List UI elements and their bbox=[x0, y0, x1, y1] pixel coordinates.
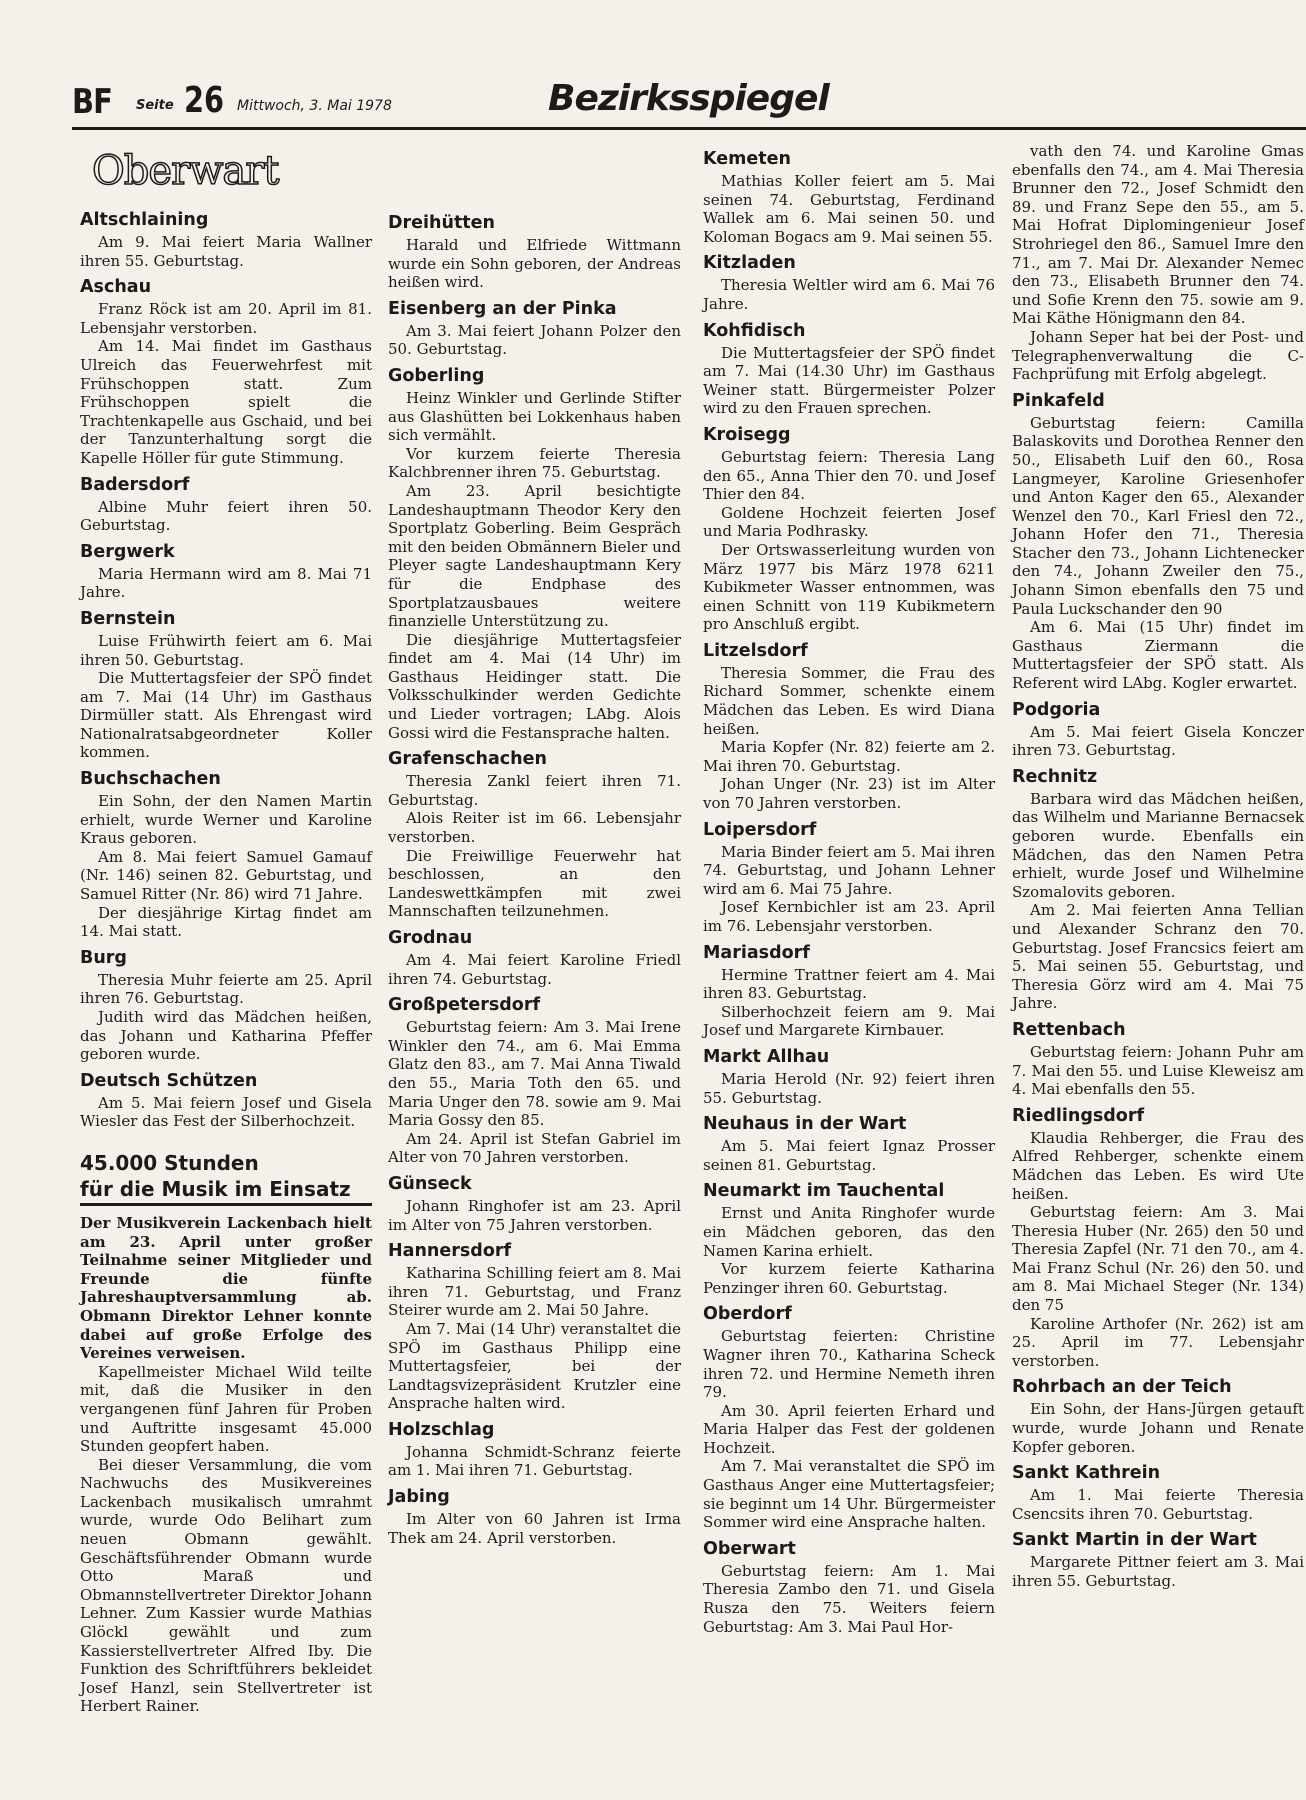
news-paragraph: Heinz Winkler und Gerlinde Stifter aus Glashütten bei Lokkenhaus haben sich vermählt. bbox=[388, 388, 681, 445]
news-paragraph: Geburtstag feiern: Camilla Balaskovits und Dorothea Renner den 50., Elisabeth Luif den 60., Rosa Langmeyer, Karoline Griesenhofer und Anton Kager den 65., Alexander Wenzel den 70., Karl Friesl den 72., Johann Hofer den 71., Theresia Stacher den 73., Johann Lichtenecker den 74., Johann Zweiler den 75., Johann Simon ebenfalls den 75 und Paula Luckschander den 90 bbox=[1012, 413, 1304, 618]
column-3 bbox=[703, 142, 995, 1636]
place-heading: Oberwart bbox=[703, 1538, 796, 1559]
news-paragraph: Johanna Schmidt-Schranz feierte am 1. Mai ihren 71. Geburtstag. bbox=[388, 1442, 681, 1480]
place-heading: Deutsch Schützen bbox=[80, 1070, 258, 1091]
news-paragraph: Geburtstag feiern: Am 1. Mai Theresia Zambo den 71. und Gisela Rusza den 75. Weiters feiern Geburtstag: Am 3. Mai Paul Hor- bbox=[703, 1561, 995, 1636]
news-paragraph: Am 9. Mai feiert Maria Wallner ihren 55. Geburtstag. bbox=[80, 233, 372, 270]
news-paragraph: Am 24. April ist Stefan Gabriel im Alter von 70 Jahren verstorben. bbox=[388, 1129, 681, 1167]
place-heading: Aschau bbox=[80, 277, 152, 298]
place-heading: Kroisegg bbox=[703, 424, 791, 445]
place-heading: Kemeten bbox=[703, 149, 791, 169]
paper-logo: BF bbox=[72, 82, 113, 122]
section-title: Bezirksspiegel bbox=[548, 78, 829, 119]
place-heading: Kitzladen bbox=[703, 253, 796, 274]
news-paragraph: Maria Kopfer (Nr. 82) feierte am 2. Mai ihren 70. Geburtstag. bbox=[703, 738, 995, 775]
news-paragraph: Katharina Schilling feiert am 8. Mai ihren 71. Geburtstag, und Franz Steirer wurde am 2. Mai 50 Jahre. bbox=[388, 1264, 681, 1320]
news-paragraph: Am 8. Mai feiert Samuel Gamauf (Nr. 146) seinen 82. Geburtstag, und Samuel Ritter (Nr. 86) wird 71 Jahre. bbox=[80, 847, 372, 904]
column-1 bbox=[80, 142, 372, 1716]
news-paragraph: Judith wird das Mädchen heißen, das Johann und Katharina Pfeffer geboren wurde. bbox=[80, 1008, 372, 1064]
place-heading: Litzelsdorf bbox=[703, 640, 808, 661]
news-paragraph: Johann Ringhofer ist am 23. April im Alter von 75 Jahren verstorben. bbox=[388, 1196, 681, 1234]
news-paragraph: Barbara wird das Mädchen heißen, das Wilhelm und Marianne Bernacsek geboren wurde. Ebenfalls ein Mädchen, das den Namen Petra erhielt, wurde Josef und Wilhelmine Szomalovits geboren. bbox=[1012, 789, 1304, 901]
place-heading: Rohrbach an der Teich bbox=[1012, 1377, 1232, 1398]
news-paragraph: Albine Muhr feiert ihren 50. Geburtstag. bbox=[80, 497, 372, 535]
news-paragraph: Johan Unger (Nr. 23) ist im Alter von 70 Jahren verstorben. bbox=[703, 775, 995, 813]
news-paragraph: Hermine Trattner feiert am 4. Mai ihren 83. Geburtstag. bbox=[703, 965, 995, 1003]
place-heading: Rechnitz bbox=[1012, 766, 1098, 787]
news-paragraph: Franz Röck ist am 20. April im 81. Lebensjahr verstorben. bbox=[80, 300, 372, 337]
news-paragraph: vath den 74. und Karoline Gmas ebenfalls den 74., am 4. Mai Theresia Brunner den 72., Josef Schmidt den 89. und Franz Sepe den 55., am 5. Mai Hofrat Diplomingenieur Josef Strohriegel den 86., Samuel Imre den 71., am 7. Mai Dr. Alexander Nemec den 73., Elisabeth Brunner den 74. und Sofie Krenn den 75. sowie am 9. Mai Käthe Hönigmann den 84. bbox=[1012, 142, 1304, 328]
news-paragraph: Klaudia Rehberger, die Frau des Alfred Rehberger, schenkte einem Mädchen das Leben. Es wird Ute heißen. bbox=[1012, 1128, 1304, 1203]
news-paragraph: Die diesjährige Muttertagsfeier findet am 4. Mai (14 Uhr) im Gasthaus Heidinger statt. Die Volksschulkinder werden Gedichte und Lieder vortragen; LAbg. Alois Gossi wird die Festansprache halten. bbox=[388, 630, 681, 742]
place-heading: Sankt Kathrein bbox=[1012, 1463, 1161, 1484]
news-paragraph: Im Alter von 60 Jahren ist Irma Thek am 24. April verstorben. bbox=[388, 1510, 681, 1547]
place-heading: Großpetersdorf bbox=[388, 995, 541, 1016]
place-heading: Buchschachen bbox=[80, 769, 221, 790]
place-heading: Rettenbach bbox=[1012, 1019, 1126, 1040]
news-paragraph: Die Freiwillige Feuerwehr hat beschlossen, an den Landeswettkämpfen mit zwei Mannschaften teilzunehmen. bbox=[388, 846, 681, 921]
news-paragraph: Theresia Weltler wird am 6. Mai 76 Jahre. bbox=[703, 276, 995, 313]
place-heading: Grodnau bbox=[388, 928, 473, 948]
news-paragraph: Am 23. April besichtigte Landeshauptmann Theodor Kery den Sportplatz Goberling. Beim Gespräch mit den beiden Obmännern Bieler und Pleyer sagte Landeshauptmann Kery für die Endphase des Sportplatzausbaues weitere finanzielle Unterstützung zu. bbox=[388, 481, 682, 631]
place-heading: Loipersdorf bbox=[703, 819, 817, 840]
news-paragraph: Maria Binder feiert am 5. Mai ihren 74. Geburtstag, und Johann Lehner wird am 6. Mai 75 Jahre. bbox=[703, 842, 995, 898]
place-heading: Pinkafeld bbox=[1012, 390, 1105, 411]
news-paragraph: Ein Sohn, der den Namen Martin erhielt, wurde Werner und Karoline Kraus geboren. bbox=[80, 792, 372, 848]
news-paragraph: Am 6. Mai (15 Uhr) findet im Gasthaus Ziermann die Muttertagsfeier der SPÖ statt. Als Referent wird LAbg. Kogler erwartet. bbox=[1012, 618, 1304, 693]
region-title: Oberwart bbox=[92, 148, 279, 194]
news-paragraph: Alois Reiter ist im 66. Lebensjahr verstorben. bbox=[388, 809, 681, 847]
news-paragraph: Der diesjährige Kirtag findet am 14. Mai statt. bbox=[80, 903, 372, 941]
news-paragraph: Luise Frühwirth feiert am 6. Mai ihren 50. Geburtstag. bbox=[80, 631, 372, 669]
place-heading: Burg bbox=[80, 947, 127, 968]
news-paragraph: Johann Seper hat bei der Post- und Telegraphenverwaltung die C-Fachprüfung mit Erfolg abgelegt. bbox=[1012, 327, 1304, 384]
news-paragraph: Der Ortswasserleitung wurden von März 1977 bis März 1978 6211 Kubikmeter Wasser entnommen, was einen Schnitt von 119 Kubikmetern pro Anschluß ergibt. bbox=[703, 540, 995, 634]
news-paragraph: Die Muttertagsfeier der SPÖ findet am 7. Mai (14 Uhr) im Gasthaus Dirmüller statt. Als Ehrengast wird Nationalratsabgeordneter Koller kommen. bbox=[80, 669, 372, 762]
place-heading: Dreihütten bbox=[388, 213, 495, 233]
news-paragraph: Margarete Pittner feiert am 3. Mai ihren 55. Geburtstag. bbox=[1012, 1553, 1304, 1590]
place-heading: Goberling bbox=[388, 365, 485, 386]
column-2 bbox=[388, 206, 681, 1547]
place-heading: Jabing bbox=[388, 1487, 450, 1508]
news-paragraph: Maria Hermann wird am 8. Mai 71 Jahre. bbox=[80, 564, 372, 602]
page-number: 26 bbox=[184, 80, 225, 121]
news-paragraph: Geburtstag feiern: Johann Puhr am 7. Mai den 55. und Luise Kleweisz am 4. Mai ebenfalls den 55. bbox=[1012, 1042, 1304, 1099]
news-paragraph: Ein Sohn, der Hans-Jürgen getauft wurde, wurde Johann und Renate Kopfer geboren. bbox=[1012, 1400, 1304, 1456]
place-heading: Bergwerk bbox=[80, 541, 175, 562]
news-paragraph: Am 2. Mai feierten Anna Tellian und Alexander Schranz den 70. Geburtstag. Josef Francsics feiert am 5. Mai seinen 55. Geburtstag, und Theresia Görz wird am 4. Mai 75 Jahre. bbox=[1012, 901, 1304, 1013]
article-headline-1: 45.000 Stunden bbox=[80, 1150, 259, 1175]
place-heading: Neumarkt im Tauchental bbox=[703, 1181, 945, 1202]
news-paragraph: Harald und Elfriede Wittmann wurde ein Sohn geboren, der Andreas heißen wird. bbox=[388, 236, 681, 292]
news-paragraph: Maria Herold (Nr. 92) feiert ihren 55. Geburtstag. bbox=[703, 1069, 995, 1107]
news-paragraph: Vor kurzem feierte Theresia Kalchbrenner ihren 75. Geburtstag. bbox=[388, 444, 681, 482]
news-paragraph: Geburtstag feiern: Am 3. Mai Irene Winkler den 74., am 6. Mai Emma Glatz den 83., am 7. Mai Anna Tiwald den 55., Maria Toth den 65. und Maria Unger den 78. sowie am 9. Mai Maria Gossy den 85. bbox=[388, 1018, 681, 1130]
news-paragraph: Mathias Koller feiert am 5. Mai seinen 74. Geburtstag, Ferdinand Wallek am 6. Mai seinen 50. und Koloman Bogacs am 9. Mai seinen 55. bbox=[703, 172, 995, 246]
news-paragraph: Am 3. Mai feiert Johann Polzer den 50. Geburtstag. bbox=[388, 321, 681, 359]
place-heading: Neuhaus in der Wart bbox=[703, 1114, 907, 1135]
page-label: Seite bbox=[136, 98, 174, 113]
article-paragraph: Kapellmeister Michael Wild teilte mit, daß die Musiker in den vergangenen fünf Jahren für Proben und Auftritte insgesamt 45.000 Stunden geopfert haben. bbox=[80, 1362, 372, 1456]
place-heading: Oberdorf bbox=[703, 1304, 792, 1325]
place-heading: Riedlingsdorf bbox=[1012, 1105, 1145, 1126]
place-heading: Eisenberg an der Pinka bbox=[388, 298, 617, 319]
place-heading: Badersdorf bbox=[80, 474, 190, 495]
place-heading: Hannersdorf bbox=[388, 1241, 512, 1262]
news-paragraph: Vor kurzem feierte Katharina Penzinger ihren 60. Geburtstag. bbox=[703, 1260, 995, 1297]
place-heading: Holzschlag bbox=[388, 1419, 495, 1440]
place-heading: Markt Allhau bbox=[703, 1046, 830, 1067]
news-paragraph: Karoline Arthofer (Nr. 262) ist am 25. April im 77. Lebensjahr verstorben. bbox=[1012, 1314, 1304, 1370]
place-heading: Mariasdorf bbox=[703, 942, 810, 963]
news-paragraph: Geburtstag feierten: Christine Wagner ihren 70., Katharina Scheck ihren 72. und Hermine Nemeth ihren 79. bbox=[703, 1327, 995, 1402]
place-heading: Günseck bbox=[388, 1173, 472, 1194]
page-header bbox=[72, 78, 1306, 130]
news-paragraph: Josef Kernbichler ist am 23. April im 76. Lebensjahr verstorben. bbox=[703, 898, 995, 935]
news-paragraph: Theresia Sommer, die Frau des Richard Sommer, schenkte einem Mädchen das Leben. Es wird Diana heißen. bbox=[703, 663, 995, 738]
news-paragraph: Am 1. Mai feierte Theresia Csencsits ihren 70. Geburtstag. bbox=[1012, 1486, 1304, 1523]
column-4 bbox=[1012, 142, 1304, 1591]
place-heading: Kohfidisch bbox=[703, 320, 806, 341]
article-headline-2: für die Musik im Einsatz bbox=[80, 1176, 351, 1201]
news-paragraph: Am 5. Mai feiert Gisela Konczer ihren 73. Geburtstag. bbox=[1012, 722, 1304, 760]
news-paragraph: Theresia Muhr feierte am 25. April ihren 76. Geburtstag. bbox=[80, 970, 372, 1008]
news-paragraph: Goldene Hochzeit feierten Josef und Maria Podhrasky. bbox=[703, 503, 995, 541]
article-paragraph: Bei dieser Versammlung, die vom Nachwuchs des Musikvereines Lackenbach musikalisch umrahmt wurde, wurde Odo Belihart zum neuen Obmann gewählt. Geschäftsführender Obmann wurde Otto Maraß und Obmannstellvertreter Direktor Johann Lehner. Zum Kassier wurde Mathias Glöckl gewählt und zum Kassierstellvertreter Alfred Iby. Die Funktion des Schriftführers bekleidet Josef Hanzl, sein Stellvertreter ist Herbert Rainer. bbox=[80, 1455, 372, 1716]
place-heading: Sankt Martin in der Wart bbox=[1012, 1530, 1257, 1551]
news-paragraph: Theresia Zankl feiert ihren 71. Geburtstag. bbox=[388, 772, 681, 809]
news-paragraph: Ernst und Anita Ringhofer wurde ein Mädchen geboren, das den Namen Karina erhielt. bbox=[703, 1204, 995, 1260]
news-paragraph: Am 7. Mai (14 Uhr) veranstaltet die SPÖ im Gasthaus Philipp eine Muttertagsfeier, bei der Landtagsvizepräsident Krutzler eine Ansprache halten wird. bbox=[388, 1319, 681, 1413]
news-paragraph: Am 4. Mai feiert Karoline Friedl ihren 74. Geburtstag. bbox=[388, 951, 681, 988]
news-paragraph: Silberhochzeit feiern am 9. Mai Josef und Margarete Kirnbauer. bbox=[703, 1002, 995, 1040]
place-heading: Grafenschachen bbox=[388, 749, 547, 770]
news-paragraph: Am 5. Mai feiert Ignaz Prosser seinen 81. Geburtstag. bbox=[703, 1137, 995, 1174]
news-paragraph: Geburtstag feiern: Theresia Lang den 65., Anna Thier den 70. und Josef Thier den 84. bbox=[703, 447, 995, 504]
news-paragraph: Am 14. Mai findet im Gasthaus Ulreich das Feuerwehrfest mit Frühschoppen statt. Zum Frühschoppen spielt die Trachtenkapelle aus Gschaid, und bei der Tanzunterhaltung sorgt die Kapelle Höller für gute Stimmung. bbox=[80, 337, 372, 467]
news-paragraph: Am 7. Mai veranstaltet die SPÖ im Gasthaus Anger eine Muttertagsfeier; sie beginnt um 14 Uhr. Bürgermeister Sommer wird eine Ansprache halten. bbox=[703, 1457, 995, 1532]
news-paragraph: Am 30. April feierten Erhard und Maria Halper das Fest der goldenen Hochzeit. bbox=[703, 1401, 995, 1457]
place-heading: Bernstein bbox=[80, 608, 176, 629]
header-rule bbox=[72, 127, 1306, 130]
news-paragraph: Geburtstag feiern: Am 3. Mai Theresia Huber (Nr. 265) den 50 und Theresia Zapfel (Nr. 71 den 70., am 4. Mai Franz Schul (Nr. 26) den 50. und am 8. Mai Michael Steger (Nr. 134) den 75 bbox=[1012, 1203, 1304, 1315]
news-paragraph: Die Muttertagsfeier der SPÖ findet am 7. Mai (14.30 Uhr) im Gasthaus Weiner statt. Bürgermeister Polzer wird zu den Frauen sprechen. bbox=[703, 343, 995, 418]
place-heading: Podgoria bbox=[1012, 699, 1101, 720]
article-rule bbox=[80, 1203, 372, 1206]
issue-date: Mittwoch, 3. Mai 1978 bbox=[237, 98, 392, 114]
article-lead: Der Musikverein Lackenbach hielt am 23. April unter großer Teilnahme seiner Mitglieder und Freunde die fünfte Jahreshauptversammlung ab. Obmann Direktor Lehner konnte dabei auf große Erfolge des Vereines verweisen. bbox=[80, 1213, 372, 1363]
place-heading: Altschlaining bbox=[80, 210, 209, 230]
news-paragraph: Am 5. Mai feiern Josef und Gisela Wiesler das Fest der Silberhochzeit. bbox=[80, 1093, 372, 1131]
